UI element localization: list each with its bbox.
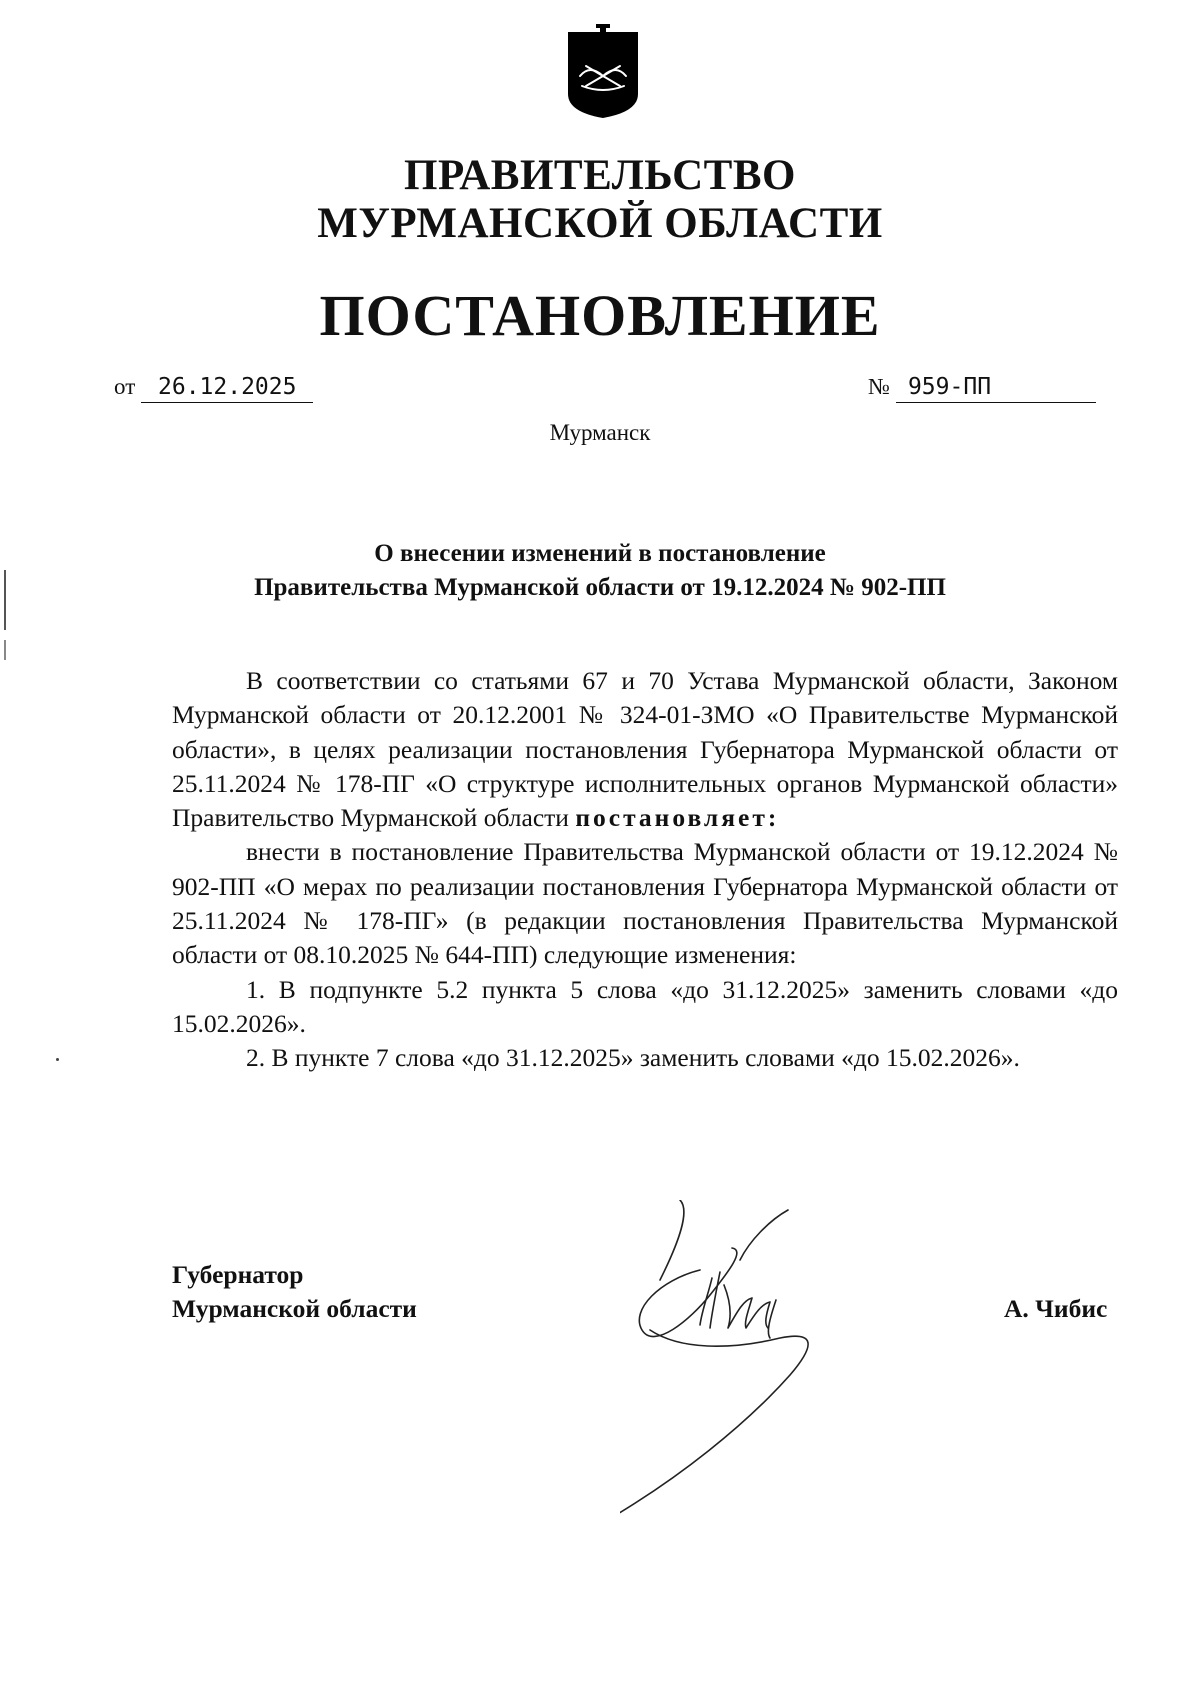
signatory-position — [172, 1258, 417, 1326]
date-prefix: от — [114, 374, 136, 399]
signatory-position-line-2: Мурманской области — [172, 1294, 417, 1323]
resolution-paragraph: внести в постановление Правительства Мурманской области от 19.12.2024 № 902-ПП «О мерах по реализации постановления Губернатора Мурманской области от 25.11.2024 № 178-ПГ» (в редакции постановления Правительства Мурманской области от 08.10.2025 № 644-ПП) следующие изменения: — [172, 837, 1118, 970]
document-title-line-2: Правительства Мурманской области от 19.12.2024 № 902-ПП — [254, 574, 946, 601]
amendment-item-2: 2. В пункте 7 слова «до 31.12.2025» заменить словами «до 15.02.2026». — [246, 1043, 1020, 1073]
document-date-field — [114, 372, 313, 403]
document-body — [172, 664, 1118, 1076]
document-number-field — [868, 372, 1096, 403]
scan-margin-mark — [4, 640, 6, 660]
document-type-heading: ПОСТАНОВЛЕНИЕ — [319, 283, 881, 348]
document-number: 959-ПП — [896, 372, 1096, 403]
number-prefix: № — [868, 374, 890, 399]
coat-of-arms-emblem-icon — [560, 24, 646, 120]
document-title-line-1: О внесении изменений в постановление — [374, 540, 826, 567]
organization-name-line-2: МУРМАНСКОЙ ОБЛАСТИ — [317, 200, 883, 247]
resolution-keyword: постановляет: — [575, 803, 780, 833]
document-date: 26.12.2025 — [141, 372, 313, 403]
preamble-paragraph — [172, 664, 1118, 835]
preamble-text: В соответствии со статьями 67 и 70 Устава Мурманской области, Законом Мурманской области от 20.12.2001 № 324-01-ЗМО «О Правительстве Мурманской области», в целях реализации постановления Губернатора Мурманской области от 25.11.2024 № 178-ПГ «О структуре исполнительных органов Мурманской области» Правительство Мурманской области — [172, 666, 1118, 833]
issue-city: Мурманск — [549, 420, 651, 445]
handwritten-signature-icon — [620, 1200, 850, 1530]
scan-margin-mark — [4, 570, 6, 630]
organization-name-line-1: ПРАВИТЕЛЬСТВО — [404, 152, 796, 199]
amendment-item-1: 1. В подпункте 5.2 пункта 5 слова «до 31.12.2025» заменить словами «до 15.02.2026». — [172, 974, 1118, 1038]
scan-speck — [56, 1058, 59, 1061]
signatory-position-line-1: Губернатор — [172, 1260, 304, 1289]
signatory-name: А. Чибис — [1004, 1294, 1108, 1323]
